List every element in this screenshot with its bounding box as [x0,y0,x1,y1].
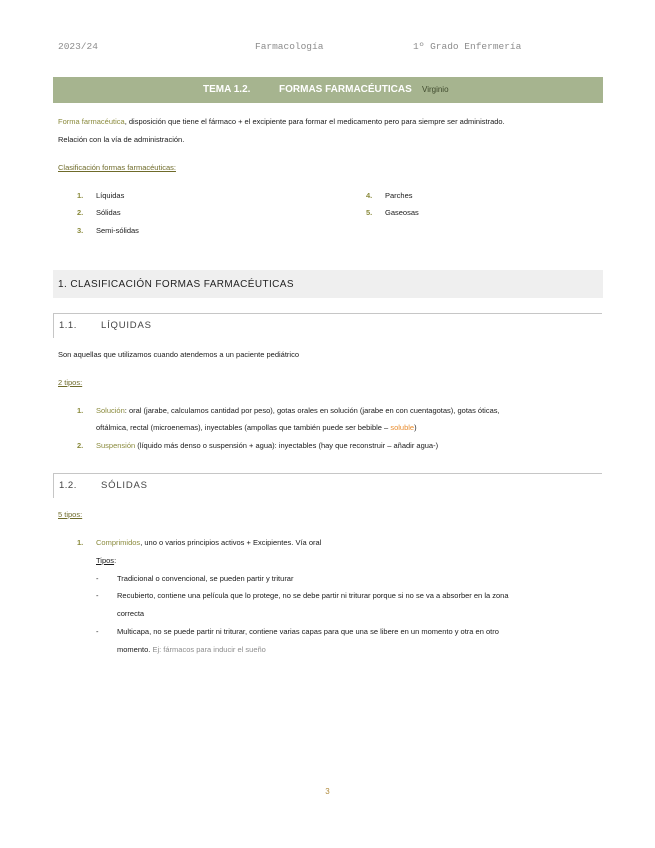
sub-types-label: Tipos: [96,556,117,565]
header-subject: Farmacología [255,41,324,52]
header-year: 2023/24 [58,41,98,52]
bullet-continuation: momento. Ej: fármacos para inducir el sueño [117,645,266,654]
topic-number: TEMA 1.2. [203,84,251,95]
subsection-name: LÍQUIDAS [101,320,152,331]
list-item: 1. Líquidas [77,191,125,200]
subsection-heading-liquidas [53,313,599,338]
topic-author: Virginio [422,85,449,94]
solidas-types-label: 5 tipos: [58,510,83,519]
page-number: 3 [325,787,330,796]
bullet-item: - Recubierto, contiene una película que lo protege, no se debe partir ni triturar porque si no se va a absorber en la zona [96,591,509,600]
subsection-number: 1.1. [59,320,77,331]
section-heading: 1. CLASIFICACIÓN FORMAS FARMACÉUTICAS [53,270,603,298]
definition-paragraph [58,116,603,128]
header-degree: 1º Grado Enfermería [413,41,522,52]
list-item: 2. Suspensión (líquido más denso o suspensión + agua): inyectables (hay que reconstruir – añadir agua-) [77,441,439,450]
list-item: 3. Semi-sólidas [77,226,139,235]
list-item: 5. Gaseosas [366,208,419,217]
bullet-item: - Multicapa, no se puede partir ni triturar, contiene varias capas para que una se libere en un momento y otra en otro [96,627,499,636]
topic-name: FORMAS FARMACÉUTICAS [279,84,412,95]
list-item-continuation: oftálmica, rectal (microenemas), inyectables (ampollas que también puede ser bebible – soluble) [96,423,417,432]
highlight-text: soluble [390,423,415,432]
subsection-heading-solidas [53,473,599,498]
list-item: 4. Parches [366,191,413,200]
classification-label: Clasificación formas farmacéuticas: [58,163,176,172]
relation-text: Relación con la vía de administración. [58,135,185,144]
definition-term: Forma farmacéutica [58,117,125,126]
type-term: Comprimidos [96,538,141,547]
topic-title-band [53,77,603,103]
list-item: 1. Comprimidos, uno o varios principios activos + Excipientes. Vía oral [77,538,322,547]
subsection-name: SÓLIDAS [101,480,148,491]
list-item: 1. Solución: oral (jarabe, calculamos cantidad por peso), gotas orales en solución (jarabe en con cuentagotas), gotas óticas, [77,406,500,415]
type-term: Solución [96,406,125,415]
bullet-item: - Tradicional o convencional, se pueden partir y triturar [96,574,294,583]
liquidas-description: Son aquellas que utilizamos cuando atendemos a un paciente pediátrico [58,350,299,359]
example-text: Ej: fármacos para inducir el sueño [150,645,266,654]
type-term: Suspensión [96,441,136,450]
definition-text: , disposición que tiene el fármaco + el excipiente para formar el medicamento pero para siempre ser administrado. [124,117,505,126]
bullet-continuation: correcta [117,609,145,618]
subsection-number: 1.2. [59,480,77,491]
list-item: 2. Sólidas [77,208,121,217]
liquidas-types-label: 2 tipos: [58,378,83,387]
page-header [58,41,598,55]
